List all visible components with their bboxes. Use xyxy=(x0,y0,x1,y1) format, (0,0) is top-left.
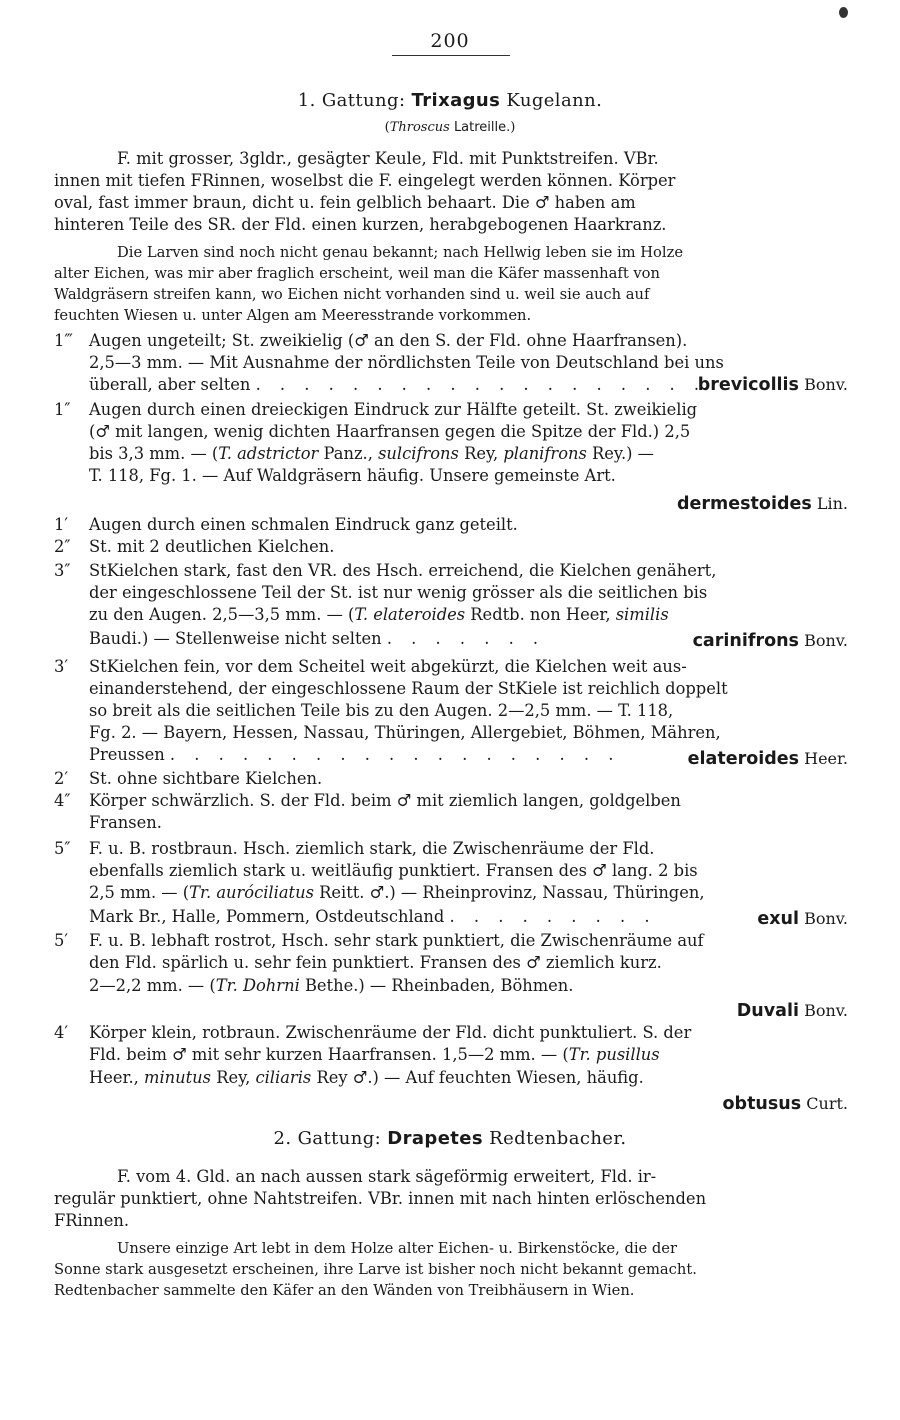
description-line: FRinnen. xyxy=(54,1211,130,1230)
key-text: 2—2,2 mm. — ( xyxy=(89,976,216,995)
species-obtusus xyxy=(723,1093,848,1115)
species-author: Bonv. xyxy=(804,631,848,650)
key-text: Fld. beim ♂ mit sehr kurzen Haarfransen. 1,5—2 mm. — ( xyxy=(89,1045,569,1064)
key-text: 2,5 mm. — ( xyxy=(89,883,190,902)
key-text: zu den Augen. 2,5—3,5 mm. — ( xyxy=(89,605,355,624)
key-number: 3″ xyxy=(54,561,71,580)
key-line: StKielchen fein, vor dem Scheitel weit abgekürzt, die Kielchen weit aus- xyxy=(89,657,687,676)
key-text: Rey, xyxy=(211,1068,256,1087)
species-author: Bonv. xyxy=(804,375,848,394)
note-line: feuchten Wiesen u. unter Algen am Meeresstrande vorkommen. xyxy=(54,307,532,324)
note-line: Redtenbacher sammelte den Käfer an den Wänden von Treibhäusern in Wien. xyxy=(54,1282,635,1299)
note-line: Sonne stark ausgesetzt erscheinen, ihre Larve ist bisher noch nicht bekannt gemacht. xyxy=(54,1261,697,1278)
key-line: der eingeschlossene Teil der St. ist nur wenig grösser als die seitlichen bis xyxy=(89,583,708,602)
key-line: Körper schwärzlich. S. der Fld. beim ♂ mit ziemlich langen, goldgelben xyxy=(89,791,681,810)
ink-spot xyxy=(839,7,848,18)
key-text: Redtb. non Heer, xyxy=(465,605,616,624)
key-text: Rey ♂.) — Auf feuchten Wiesen, häufig. xyxy=(311,1068,644,1087)
species-author: Curt. xyxy=(806,1094,848,1113)
key-number: 2″ xyxy=(54,537,71,556)
key-line xyxy=(89,604,669,626)
key-line: 2,5—3 mm. — Mit Ausnahme der nördlichsten Teile von Deutschland bei uns xyxy=(89,353,724,372)
key-text: Heer., xyxy=(89,1068,144,1087)
page-number: 200 xyxy=(430,30,470,52)
species-elateroides xyxy=(688,748,848,770)
genus-name: Trixagus xyxy=(411,90,501,111)
synonym: Tr. auróciliatus xyxy=(189,883,314,902)
key-line xyxy=(89,1044,660,1066)
synonym: Tr. pusillus xyxy=(568,1045,660,1064)
synonym-name: Throscus xyxy=(389,120,450,135)
key-text: Panz., xyxy=(318,444,379,463)
key-number: 5′ xyxy=(54,931,69,950)
note-line: alter Eichen, was mir aber fraglich erscheint, weil man die Käfer massenhaft von xyxy=(54,265,660,282)
species-name: obtusus xyxy=(722,1094,802,1114)
synonym: similis xyxy=(615,605,669,624)
key-text: Rey, xyxy=(458,444,504,463)
key-number: 1‴ xyxy=(54,331,73,350)
synonym-author: Latreille. xyxy=(453,120,511,135)
species-exul xyxy=(757,908,848,930)
species-name: brevicollis xyxy=(697,375,799,395)
key-line: St. ohne sichtbare Kielchen. xyxy=(89,769,323,788)
genus-prefix: 1. Gattung: xyxy=(297,90,406,111)
species-name: exul xyxy=(757,909,799,929)
key-number: 3′ xyxy=(54,657,69,676)
key-line xyxy=(89,975,573,997)
description-line: oval, fast immer braun, dicht u. fein gelblich behaart. Die ♂ haben am xyxy=(54,193,636,212)
description-line: F. vom 4. Gld. an nach aussen stark sägeförmig erweitert, Fld. ir- xyxy=(117,1167,657,1186)
note-line: Waldgräsern streifen kann, wo Eichen nicht vorhanden sind u. weil sie auch auf xyxy=(54,286,650,303)
genus-author: Kugelann. xyxy=(506,90,603,111)
species-author: Bonv. xyxy=(804,909,848,928)
key-line: St. mit 2 deutlichen Kielchen. xyxy=(89,537,335,556)
genus-heading-trixagus xyxy=(0,90,900,111)
key-number: 4′ xyxy=(54,1023,69,1042)
key-text: Baudi.) — Stellenweise nicht selten xyxy=(89,629,382,648)
dot-leader: . . . . . . . . . . . . . . . . . . . xyxy=(255,375,707,394)
key-line: Körper klein, rotbraun. Zwischenräume der Fld. dicht punktuliert. S. der xyxy=(89,1023,692,1042)
synonym: T. elateroides xyxy=(354,605,466,624)
description-line: F. mit grosser, 3gldr., gesägter Keule, Fld. mit Punktstreifen. VBr. xyxy=(117,149,659,168)
species-name: carinifrons xyxy=(692,631,799,651)
key-line: den Fld. spärlich u. sehr fein punktiert. Fransen des ♂ ziemlich kurz. xyxy=(89,953,662,972)
dot-leader: . . . . . . . xyxy=(386,629,546,648)
synonym: sulcifrons xyxy=(378,444,459,463)
key-line: (♂ mit langen, wenig dichten Haarfransen gegen die Spitze der Fld.) 2,5 xyxy=(89,422,691,441)
key-text: überall, aber selten xyxy=(89,375,251,394)
genus-prefix: 2. Gattung: xyxy=(273,1128,382,1149)
species-author: Bonv. xyxy=(804,1001,848,1020)
key-text: Bethe.) — Rheinbaden, Böhmen. xyxy=(299,976,574,995)
key-line: StKielchen stark, fast den VR. des Hsch. erreichend, die Kielchen genähert, xyxy=(89,561,717,580)
dot-leader: . . . . . . . . . xyxy=(449,907,657,926)
species-name: Duvali xyxy=(736,1001,799,1021)
synonym: Tr. Dohrni xyxy=(215,976,300,995)
description-line: innen mit tiefen FRinnen, woselbst die F. eingelegt werden können. Körper xyxy=(54,171,676,190)
synonym: planifrons xyxy=(503,444,587,463)
genus-name: Drapetes xyxy=(387,1128,484,1149)
key-line xyxy=(89,628,545,650)
species-brevicollis xyxy=(698,374,848,396)
key-line: T. 118, Fg. 1. — Auf Waldgräsern häufig. Unsere gemeinste Art. xyxy=(89,466,616,485)
key-line: so breit als die seitlichen Teile bis zu den Augen. 2—2,5 mm. — T. 118, xyxy=(89,701,674,720)
synonym: T. adstrictor xyxy=(218,444,319,463)
key-text: Rey.) — xyxy=(586,444,654,463)
key-line: Fg. 2. — Bayern, Hessen, Nassau, Thüringen, Allergebiet, Böhmen, Mähren, xyxy=(89,723,721,742)
key-line: einanderstehend, der eingeschlossene Raum der StKiele ist reichlich doppelt xyxy=(89,679,728,698)
key-line xyxy=(89,374,706,396)
key-number: 5″ xyxy=(54,839,71,858)
key-text: bis 3,3 mm. — ( xyxy=(89,444,219,463)
key-line xyxy=(89,906,657,928)
key-text: Mark Br., Halle, Pommern, Ostdeutschland xyxy=(89,907,445,926)
key-number: 1″ xyxy=(54,400,71,419)
species-name: elateroides xyxy=(687,749,800,769)
key-line: Augen ungeteilt; St. zweikielig (♂ an den S. der Fld. ohne Haarfransen). xyxy=(89,331,688,350)
note-line: Die Larven sind noch nicht genau bekannt; nach Hellwig leben sie im Holze xyxy=(117,244,684,261)
species-author: Heer. xyxy=(804,749,848,768)
key-number: 1′ xyxy=(54,515,69,534)
species-author: Lin. xyxy=(816,494,848,513)
description-line: regulär punktiert, ohne Nahtstreifen. VBr. innen mit nach hinten erlöschenden xyxy=(54,1189,707,1208)
genus-synonym: (Throscus Latreille.) xyxy=(384,120,516,135)
species-carinifrons xyxy=(693,630,848,652)
key-line: ebenfalls ziemlich stark u. weitläufig punktiert. Fransen des ♂ lang. 2 bis xyxy=(89,861,698,880)
page-number-rule xyxy=(392,55,510,56)
key-line xyxy=(89,1067,644,1089)
synonym: minutus xyxy=(144,1068,212,1087)
key-line: F. u. B. rostbraun. Hsch. ziemlich stark, die Zwischenräume der Fld. xyxy=(89,839,655,858)
dot-leader: . . . . . . . . . . . . . . . . . . . xyxy=(169,745,621,764)
synonym: ciliaris xyxy=(255,1068,312,1087)
key-line: Fransen. xyxy=(89,813,162,832)
key-line xyxy=(89,744,620,766)
key-line: Augen durch einen schmalen Eindruck ganz geteilt. xyxy=(89,515,518,534)
description-line: hinteren Teile des SR. der Fld. einen kurzen, herabgebogenen Haarkranz. xyxy=(54,215,667,234)
genus-author: Redtenbacher. xyxy=(489,1128,627,1149)
key-text: Reitt. ♂.) — Rheinprovinz, Nassau, Thüringen, xyxy=(313,883,705,902)
key-line xyxy=(89,882,705,904)
species-dermestoides xyxy=(677,493,848,515)
key-line: Augen durch einen dreieckigen Eindruck zur Hälfte geteilt. St. zweikielig xyxy=(89,400,698,419)
species-duvali xyxy=(737,1000,848,1022)
key-line xyxy=(89,443,654,465)
species-name: dermestoides xyxy=(677,494,812,514)
genus-heading-drapetes xyxy=(0,1128,900,1149)
key-number: 4″ xyxy=(54,791,71,810)
key-line: F. u. B. lebhaft rostrot, Hsch. sehr stark punktiert, die Zwischenräume auf xyxy=(89,931,704,950)
key-number: 2′ xyxy=(54,769,69,788)
note-line: Unsere einzige Art lebt in dem Holze alter Eichen- u. Birkenstöcke, die der xyxy=(117,1240,678,1257)
key-text: Preussen xyxy=(89,745,165,764)
